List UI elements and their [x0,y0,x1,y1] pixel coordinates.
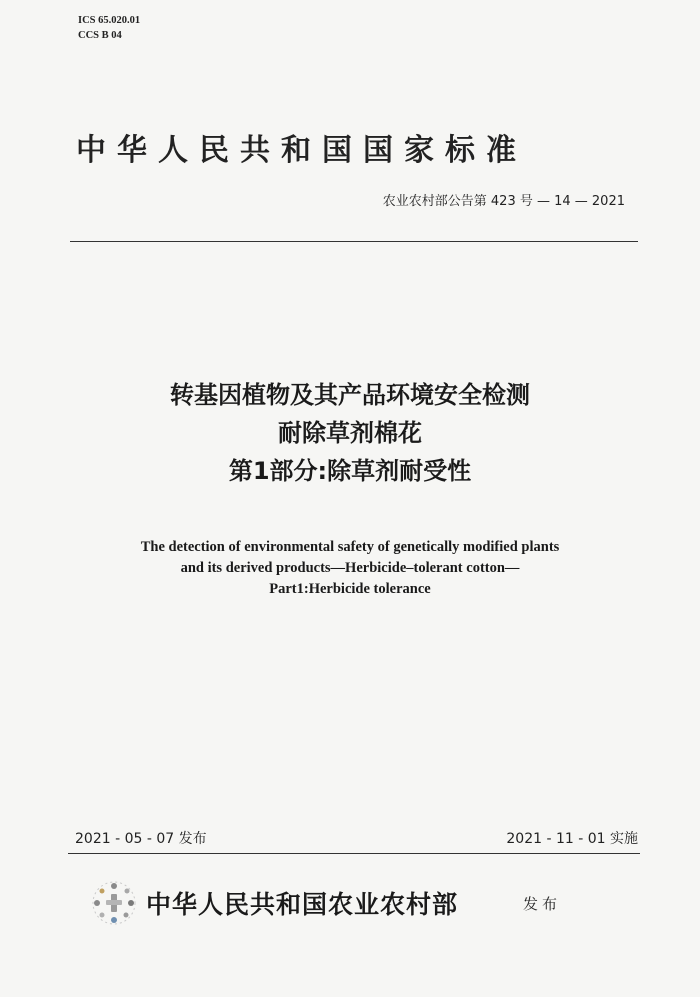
english-title-line-3: Part1:Herbicide tolerance [269,581,431,597]
english-title-line-1: The detection of environmental safety of genetically modified plants [140,539,560,555]
issuing-ministry: 中华人民共和国农业农村部 [146,890,459,919]
ccs-code: CCS B 04 [78,30,122,41]
issue-date: 2021 - 05 - 07 发布 [75,831,207,847]
chinese-title-line-1: 转基因植物及其产品环境安全检测 [170,381,530,409]
footer-divider [68,853,640,854]
classification-codes [78,13,140,43]
standard-type-title: 中华人民共和国国家标准 [76,133,527,168]
implementation-date: 2021 - 11 - 01 实施 [506,831,638,847]
issued-by-label: 发布 [523,895,562,913]
chinese-title [0,376,700,490]
ics-code: ICS 65.020.01 [78,15,141,26]
ministry-emblem-icon [91,880,137,926]
chinese-title-line-2: 耐除草剂棉花 [278,419,422,447]
standard-number: 农业农村部公告第 423 号 — 14 — 2021 [382,194,625,209]
english-title-line-2: and its derived products—Herbicide–tolerant cotton— [180,560,520,576]
chinese-title-line-3: 第1部分:除草剂耐受性 [228,457,472,485]
header-divider [70,241,638,242]
english-title [0,537,700,600]
